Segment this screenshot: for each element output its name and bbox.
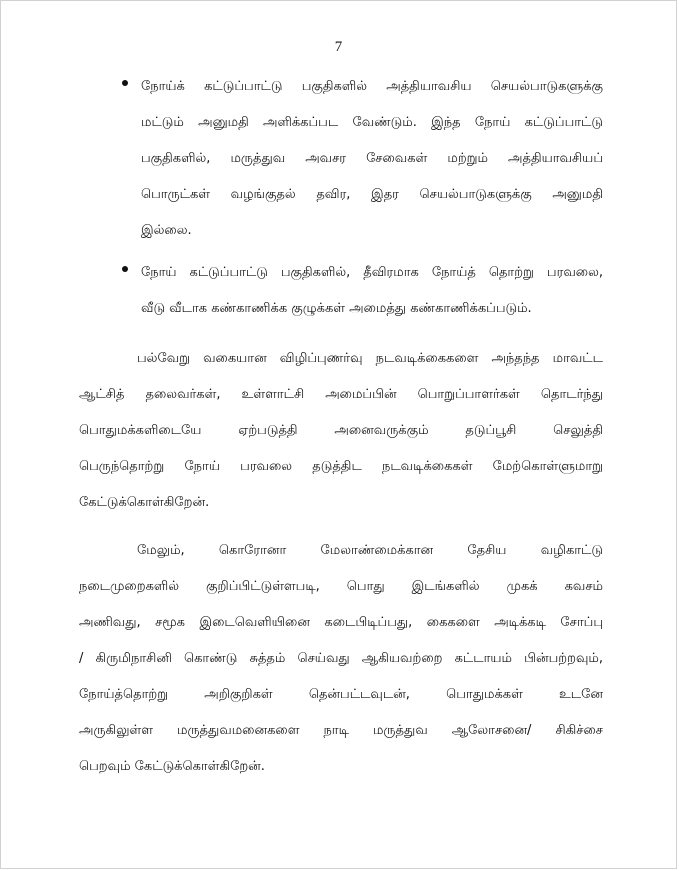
text-line: நடைமுறைகளில் குறிப்பிட்டுள்ளபடி, பொது இடங்களில் முகக் கவசம் xyxy=(79,579,603,594)
page-number: 7 xyxy=(334,39,343,55)
text-line: மட்டும் அனுமதி அளிக்கப்பட வேண்டும். இந்த நோய் கட்டுப்பாட்டு xyxy=(141,115,603,130)
text-line: பெருந்தொற்று நோய் பரவலை தடுத்திட நடவடிக்கைகள் மேற்கொள்ளுமாறு xyxy=(79,459,603,474)
paragraph-guidelines xyxy=(79,533,603,785)
bullet-list xyxy=(117,69,603,333)
text-line: ஆட்சித் தலைவர்கள், உள்ளாட்சி அமைப்பின் பொறுப்பாளர்கள் தொடர்ந்து xyxy=(79,387,603,402)
text-line: பெறவும் கேட்டுக்கொள்கிறேன். xyxy=(79,759,265,774)
bullet-dot-icon xyxy=(122,80,128,86)
text-line: பகுதிகளில், மருத்துவ அவசர சேவைகள் மற்றும் அத்தியாவசியப் xyxy=(141,151,603,166)
text-line: / கிருமிநாசினி கொண்டு சுத்தம் செய்வது ஆகியவற்றை கட்டாயம் பின்பற்றவும், xyxy=(79,651,603,666)
bullet-dot-icon xyxy=(122,266,128,272)
text-line: பல்வேறு வகையான விழிப்புணர்வு நடவடிக்கைகளை அந்தந்த மாவட்ட xyxy=(137,351,603,366)
text-line: நோய்த்தொற்று அறிகுறிகள் தென்பட்டவுடன், பொதுமக்கள் உடனே xyxy=(79,687,603,702)
text-line: பொருட்கள் வழங்குதல் தவிர, இதர செயல்பாடுகளுக்கு அனுமதி xyxy=(141,187,603,202)
text-line: பொதுமக்களிடையே ஏற்படுத்தி அனைவருக்கும் தடுப்பூசி செலுத்தி xyxy=(79,423,603,438)
text-line: நோய் கட்டுப்பாட்டு பகுதிகளில், தீவிரமாக நோய்த் தொற்று பரவலை, xyxy=(141,265,603,280)
paragraph-awareness xyxy=(79,341,603,521)
text-line: மேலும், கொரோனா மேலாண்மைக்கான தேசிய வழிகாட்டு xyxy=(137,543,603,558)
text-line: அணிவது, சமூக இடைவெளியினை கடைபிடிப்பது, கைகளை அடிக்கடி சோப்பு xyxy=(79,615,603,630)
text-line: வீடு வீடாக கண்காணிக்க குழுக்கள் அமைத்து கண்காணிக்கப்படும். xyxy=(141,301,532,316)
text-line: கேட்டுக்கொள்கிறேன். xyxy=(79,495,210,510)
text-line: நோய்க் கட்டுப்பாட்டு பகுதிகளில் அத்தியாவசிய செயல்பாடுகளுக்கு xyxy=(141,79,603,94)
bullet-item-house-surveillance xyxy=(117,255,603,327)
bullet-item-containment-activities xyxy=(117,69,603,249)
text-line: இல்லை. xyxy=(141,223,192,238)
text-line: அருகிலுள்ள மருத்துவமனைகளை நாடி மருத்துவ ஆலோசனை/ சிகிச்சை xyxy=(79,723,603,738)
